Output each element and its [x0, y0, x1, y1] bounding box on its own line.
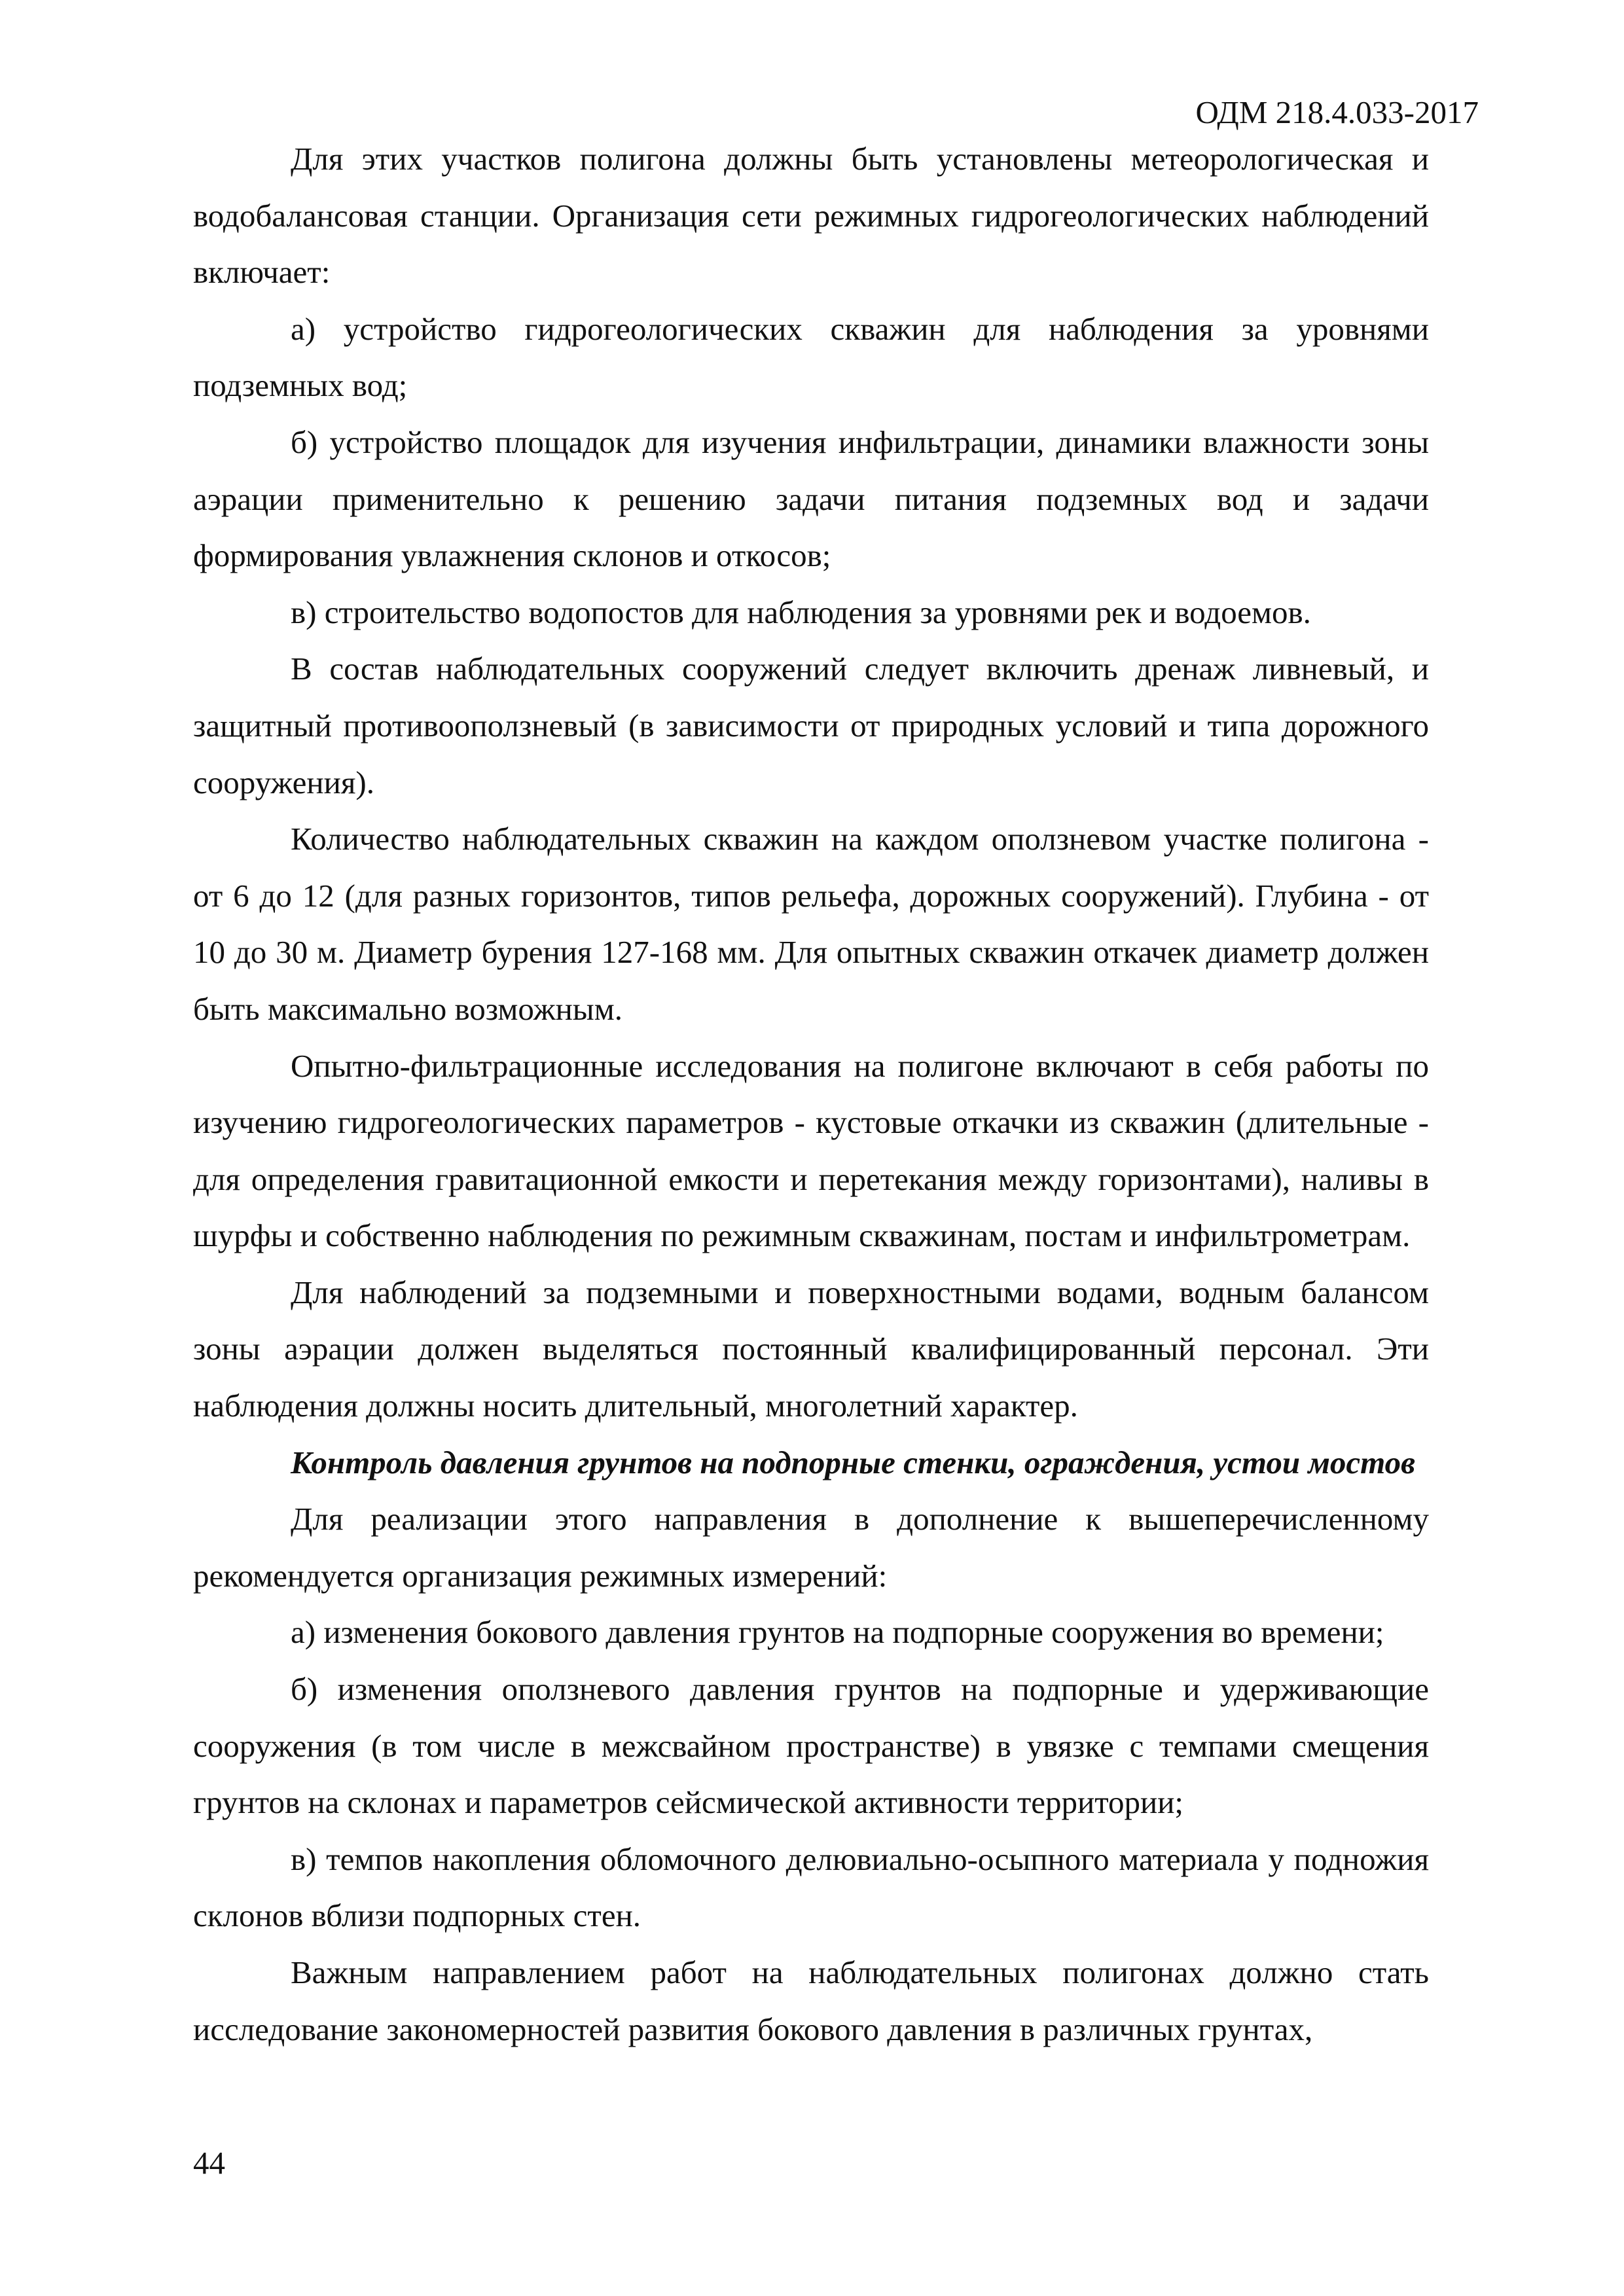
- list-item: а) устройство гидрогеологических скважин для наблюдения за уровнями подземных вод;: [193, 310, 1429, 404]
- paragraph: Для реализации этого направления в дополнение к вышеперечисленному рекомендуется организация режимных измерений:: [193, 1501, 1429, 1594]
- paragraph: В состав наблюдательных сооружений следует включить дренаж ливневый, и защитный противооползневый (в зависимости от природных условий и типа дорожного сооружения).: [193, 651, 1429, 800]
- list-item: в) строительство водопостов для наблюдения за уровнями рек и водоемов.: [291, 594, 1311, 630]
- document-code: ОДМ 218.4.033-2017: [1195, 94, 1479, 130]
- page-number: 44: [193, 2145, 225, 2181]
- paragraph: Для этих участков полигона должны быть установлены метеорологическая и водобалансовая станции. Организация сети режимных гидрогеологических наблюдений включает:: [193, 141, 1429, 291]
- paragraph: Опытно-фильтрационные исследования на полигоне включают в себя работы по изучению гидрогеологических параметров - кустовые откачки из скважин (длительные - для определения гравитационной емкости и перетекания между горизонтами), наливы в шурфы и собственно наблюдения по режимным скважинам, постам и инфильтрометрам.: [193, 1047, 1429, 1254]
- paragraph: Количество наблюдательных скважин на каждом оползневом участке полигона - от 6 до 12 (для разных горизонтов, типов рельефа, дорожных сооружений). Глубина - от 10 до 30 м. Диаметр бурения 127-168 мм. Для опытных скважин откачек диаметр должен быть максимально возможным.: [193, 821, 1429, 1027]
- section-heading: Контроль давления грунтов на подпорные стенки, ограждения, устои мостов: [291, 1444, 1416, 1480]
- list-item: б) изменения оползневого давления грунтов на подпорные и удерживающие сооружения (в том числе в межсвайном пространстве) в увязке с темпами смещения грунтов на склонах и параметров сейсмической активности территории;: [193, 1671, 1429, 1821]
- page-body: [193, 131, 1429, 2058]
- list-item: б) устройство площадок для изучения инфильтрации, динамики влажности зоны аэрации применительно к решению задачи питания подземных вод и задачи формирования увлажнения склонов и откосов;: [193, 423, 1429, 574]
- list-item: а) изменения бокового давления грунтов на подпорные сооружения во времени;: [291, 1614, 1384, 1651]
- paragraph: Важным направлением работ на наблюдательных полигонах должно стать исследование закономерностей развития бокового давления в различных грунтах,: [193, 1954, 1429, 2047]
- list-item: в) темпов накопления обломочного делювиально-осыпного материала у подножия склонов вблизи подпорных стен.: [193, 1840, 1429, 1934]
- paragraph: Для наблюдений за подземными и поверхностными водами, водным балансом зоны аэрации должен выделяться постоянный квалифицированный персонал. Эти наблюдения должны носить длительный, многолетний характер.: [193, 1274, 1429, 1424]
